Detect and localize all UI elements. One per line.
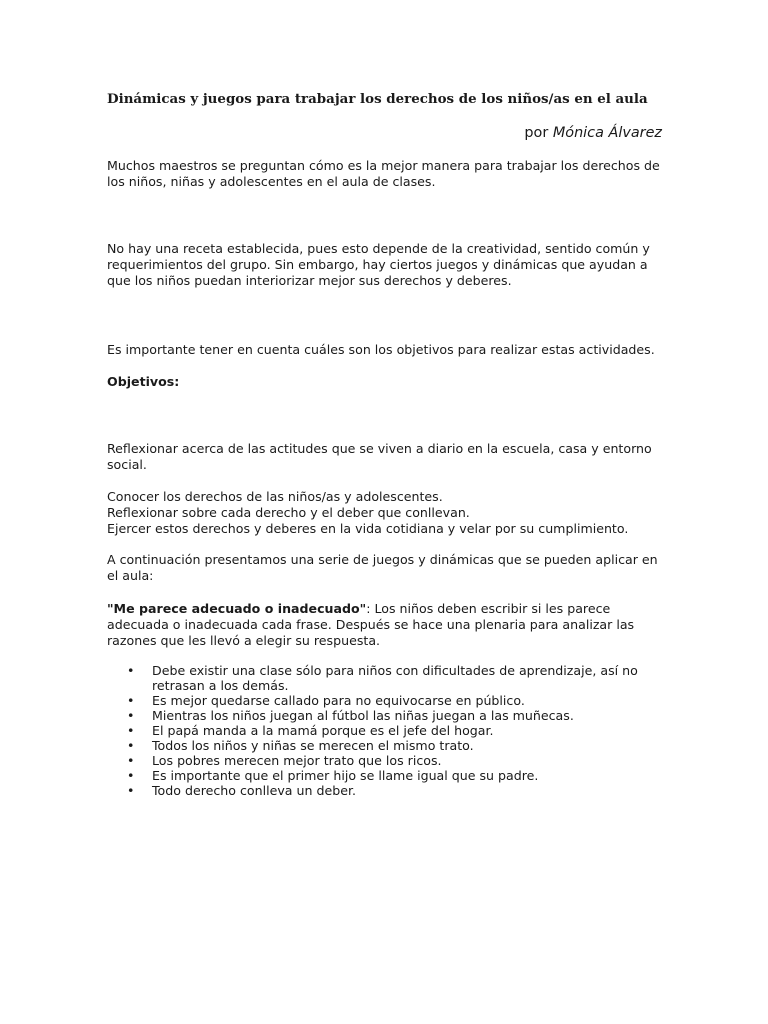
intro-line: Muchos maestros se preguntan cómo es la mejor manera para trabajar los derechos de: [107, 158, 660, 173]
bullet-icon: •: [127, 663, 135, 678]
byline: [524, 124, 662, 142]
bullet-icon: •: [127, 753, 135, 768]
bullet-icon: •: [127, 708, 135, 723]
game-description: : Los niños deben escribir si les parece: [366, 601, 611, 616]
list-item: [107, 738, 687, 753]
game-line: [107, 601, 667, 617]
game-line: razones que les llevó a elegir su respuesta.: [107, 633, 381, 648]
bullet-icon: •: [127, 768, 135, 783]
game-paragraph: [107, 601, 667, 649]
bullet-icon: •: [127, 723, 135, 738]
objectives-intro-line: Es importante tener en cuenta cuáles son los objetivos para realizar estas actividades.: [107, 342, 655, 357]
objectives-heading-text: Objetivos:: [107, 374, 180, 389]
context-line: requerimientos del grupo. Sin embargo, hay ciertos juegos y dinámicas que ayudan a: [107, 257, 648, 272]
list-item-text: Mientras los niños juegan al fútbol las niñas juegan a las muñecas.: [152, 708, 574, 723]
game-name: "Me parece adecuado o inadecuado": [107, 601, 367, 616]
bullet-icon: •: [127, 783, 135, 798]
byline-prefix: por: [524, 125, 549, 141]
list-item-text: Todo derecho conlleva un deber.: [152, 783, 356, 798]
list-item-text: Es importante que el primer hijo se llame igual que su padre.: [152, 768, 539, 783]
games-intro-paragraph: [107, 552, 667, 584]
list-item: [107, 753, 687, 768]
context-line: que los niños puedan interiorizar mejor sus derechos y deberes.: [107, 273, 512, 288]
list-item: [107, 693, 687, 708]
list-item-text: Es mejor quedarse callado para no equivocarse en público.: [152, 693, 525, 708]
objective-paragraph: [107, 441, 667, 473]
list-item: [107, 708, 687, 723]
list-item-text: El papá manda a la mamá porque es el jefe del hogar.: [152, 723, 494, 738]
document-title: Dinámicas y juegos para trabajar los derechos de los niños/as en el aula: [107, 91, 648, 107]
bullet-icon: •: [127, 693, 135, 708]
statements-list: [107, 663, 687, 798]
list-item: [107, 663, 687, 693]
objective-line: social.: [107, 457, 147, 472]
objectives-list-paragraph: [107, 489, 667, 537]
game-line: adecuada o inadecuada cada frase. Después se hace una plenaria para analizar las: [107, 617, 635, 632]
objective-line: Conocer los derechos de las niños/as y adolescentes.: [107, 489, 443, 504]
objective-line: Ejercer estos derechos y deberes en la vida cotidiana y velar por su cumplimiento.: [107, 521, 629, 536]
list-item-text: Debe existir una clase sólo para niños con dificultades de aprendizaje, así no: [152, 663, 638, 678]
list-item-text: retrasan a los demás.: [152, 678, 289, 693]
context-paragraph: [107, 241, 667, 289]
intro-line: los niños, niñas y adolescentes en el aula de clases.: [107, 174, 436, 189]
bullet-icon: •: [127, 738, 135, 753]
list-item: [107, 768, 687, 783]
games-intro-line: el aula:: [107, 568, 154, 583]
context-line: No hay una receta establecida, pues esto depende de la creatividad, sentido común y: [107, 241, 650, 256]
list-item: [107, 723, 687, 738]
list-item: [107, 783, 687, 798]
intro-paragraph: [107, 158, 667, 190]
games-intro-line: A continuación presentamos una serie de juegos y dinámicas que se pueden aplicar en: [107, 552, 658, 567]
list-item-text: Todos los niños y niñas se merecen el mismo trato.: [152, 738, 474, 753]
objective-line: Reflexionar acerca de las actitudes que se viven a diario en la escuela, casa y entorno: [107, 441, 652, 456]
objectives-intro-paragraph: [107, 342, 667, 358]
objective-line: Reflexionar sobre cada derecho y el deber que conllevan.: [107, 505, 470, 520]
objectives-heading: [107, 374, 667, 390]
list-item-text: Los pobres merecen mejor trato que los ricos.: [152, 753, 442, 768]
author-name: Mónica Álvarez: [552, 125, 662, 141]
